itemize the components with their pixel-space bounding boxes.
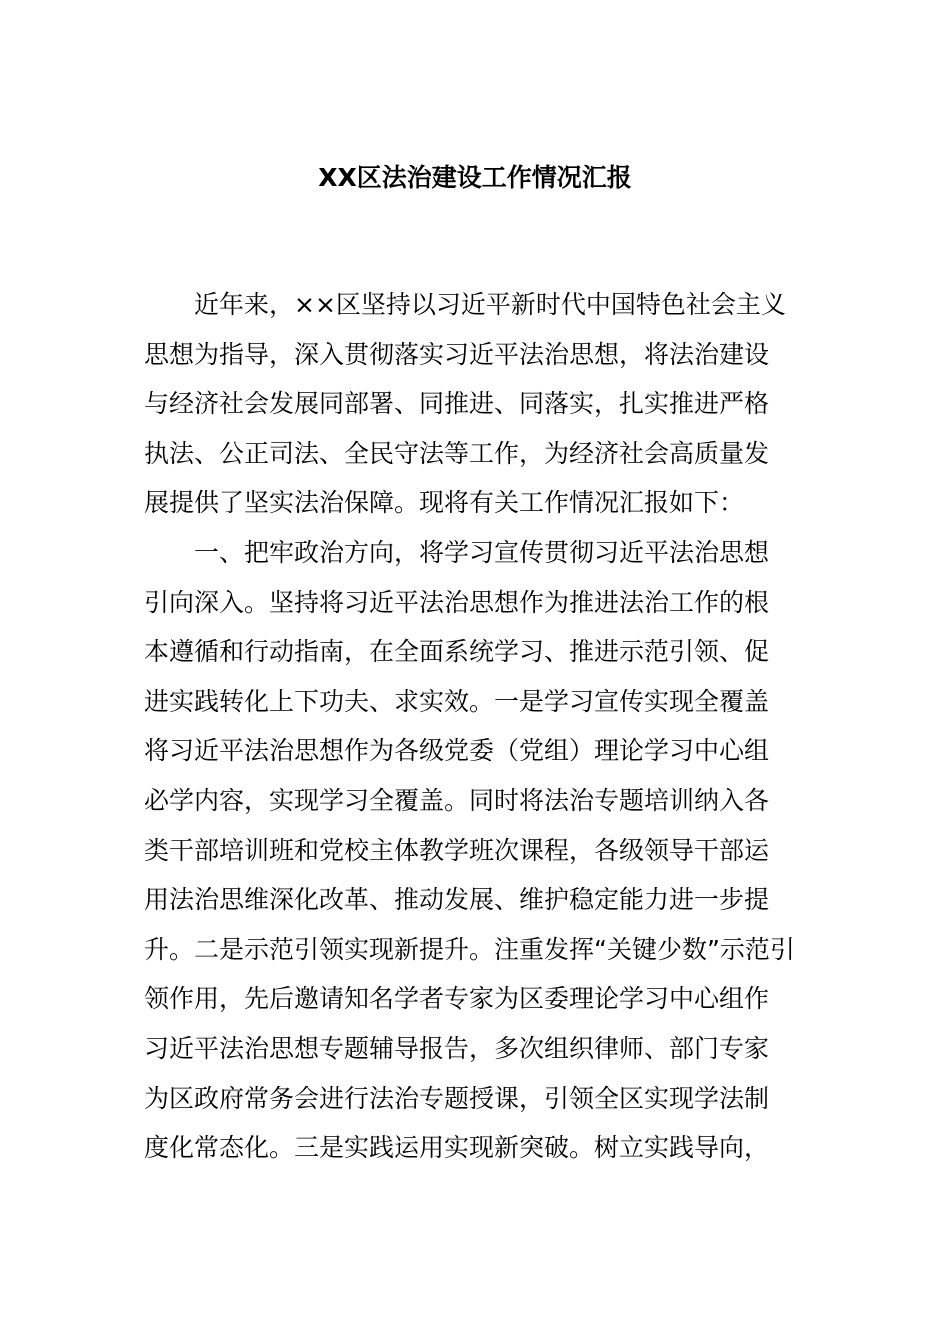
paragraph-2-line-9: 升。二是示范引领实现新提升。注重发挥“关键少数”示范引	[144, 934, 795, 964]
paragraph-1-line-1: 近年来，××区坚持以习近平新时代中国特色社会主义	[194, 290, 786, 319]
paragraph-1-line-2: 思想为指导，深入贯彻落实习近平法治思想，将法治建设	[144, 339, 770, 369]
paragraph-1-line-5: 展提供了坚实法治保障。现将有关工作情况汇报如下：	[144, 488, 745, 518]
paragraph-2-line-12: 为区政府常务会进行法治专题授课，引领全区实现学法制	[144, 1083, 770, 1113]
paragraph-2-line-1: 一、把牢政治方向，将学习宣传贯彻习近平法治思想	[194, 537, 770, 567]
paragraph-1-line-4: 执法、公正司法、全民守法等工作，为经济社会高质量发	[144, 438, 770, 468]
paragraph-2-line-7: 类干部培训班和党校主体教学班次课程，各级领导干部运	[144, 835, 770, 865]
paragraph-2-line-4: 进实践转化上下功夫、求实效。一是学习宣传实现全覆盖	[144, 686, 770, 716]
paragraph-2-line-13: 度化常态化。三是实践运用实现新突破。树立实践导向，	[144, 1133, 770, 1163]
paragraph-1-line-3: 与经济社会发展同部署、同推进、同落实，扎实推进严格	[144, 389, 770, 419]
paragraph-2-line-8: 用法治思维深化改革、推动发展、维护稳定能力进一步提	[144, 885, 770, 915]
paragraph-2-line-10: 领作用，先后邀请知名学者专家为区委理论学习中心组作	[144, 984, 770, 1014]
paragraph-2-line-2: 引向深入。坚持将习近平法治思想作为推进法治工作的根	[144, 587, 770, 617]
paragraph-2-line-11: 习近平法治思想专题辅导报告，多次组织律师、部门专家	[144, 1033, 770, 1063]
document-title: XX区法治建设工作情况汇报	[318, 163, 632, 192]
paragraph-2-line-3: 本遵循和行动指南，在全面系统学习、推进示范引领、促	[144, 637, 770, 667]
paragraph-2-line-6: 必学内容，实现学习全覆盖。同时将法治专题培训纳入各	[144, 785, 770, 815]
paragraph-2-line-5: 将习近平法治思想作为各级党委（党组）理论学习中心组	[144, 736, 770, 766]
document-body	[144, 280, 809, 1173]
